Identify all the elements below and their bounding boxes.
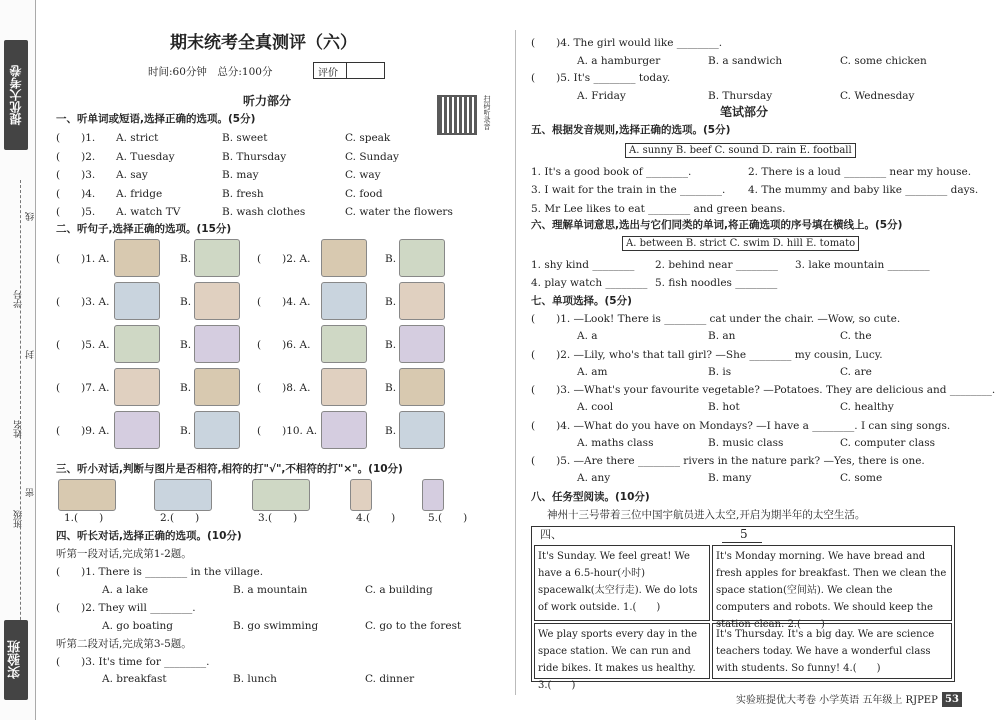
field-name: 姓名: [14, 420, 24, 438]
eval-box: [313, 62, 385, 79]
binding-sidebar: [0, 0, 36, 720]
s4-heading: 四、听长对话,选择正确的选项。(10分): [56, 530, 242, 542]
s3-picture-4: [350, 479, 372, 511]
s7-q2-option-c[interactable]: C. are: [840, 365, 872, 378]
s7-heading: 七、单项选择。(5分): [531, 295, 632, 307]
eval-label: 评价: [318, 68, 338, 79]
brand-logo-bottom: 实验班: [4, 620, 28, 700]
writing-heading: 笔试部分: [720, 105, 769, 119]
s2-q7-number[interactable]: ( )7. A.: [56, 382, 110, 394]
s4-part1: 听第一段对话,完成第1-2题。: [56, 548, 192, 560]
field-student-id: 学号: [14, 290, 24, 308]
s1-q1-option-b[interactable]: B. sweet: [222, 132, 268, 144]
s2-q8-option-b-label[interactable]: B.: [385, 382, 397, 394]
s2-q10-option-b-label[interactable]: B.: [385, 425, 397, 437]
s2-q9-number[interactable]: ( )9. A.: [56, 425, 110, 437]
seal-char-xian: 线: [26, 212, 36, 221]
s4-q3-option-a[interactable]: A. breakfast: [102, 673, 167, 685]
s5-options-box: A. sunny B. beef C. sound D. rain E. football: [625, 143, 856, 158]
s3-answer-2[interactable]: 2.( ): [160, 512, 200, 524]
s1-q5-option-a[interactable]: A. watch TV: [116, 206, 181, 218]
s2-q7-picture-a[interactable]: [114, 368, 160, 406]
s7-q3-option-c[interactable]: C. healthy: [840, 401, 894, 413]
s6-item-1[interactable]: 1. shy kind ________: [531, 259, 635, 271]
s2-q2-option-b-label[interactable]: B.: [385, 253, 397, 265]
table-right-header: 5: [740, 527, 748, 541]
s2-q2-number[interactable]: ( )2. A.: [257, 253, 311, 265]
s2-q3-option-b-label[interactable]: B.: [180, 296, 192, 308]
s3-answer-1[interactable]: 1.( ): [64, 512, 104, 524]
s5-item-2[interactable]: 2. There is a loud ________ near my house.: [748, 166, 972, 178]
listening-heading: 听力部分: [243, 94, 292, 108]
s3-picture-5: [422, 479, 444, 511]
s7-q1-option-b[interactable]: B. an: [708, 330, 736, 342]
s2-heading: 二、听句子,选择正确的选项。(15分): [56, 223, 232, 235]
s4-q5-stem: ( )5. It's ________ today.: [531, 72, 671, 84]
s4-q3-stem: ( )3. It's time for ________.: [56, 656, 210, 668]
s2-q8-number[interactable]: ( )8. A.: [257, 382, 311, 394]
s2-q5-option-b-label[interactable]: B.: [180, 339, 192, 351]
s1-q5-option-c[interactable]: C. water the flowers: [345, 206, 453, 218]
page-number: 53: [942, 692, 962, 707]
s2-q1-number[interactable]: ( )1. A.: [56, 253, 110, 265]
s3-answer-4[interactable]: 4.( ): [356, 512, 396, 524]
s4-q4-option-c[interactable]: C. some chicken: [840, 55, 927, 67]
s3-picture-1: [58, 479, 116, 511]
s4-q1-stem: ( )1. There is ________ in the village.: [56, 566, 264, 578]
s2-q5-number[interactable]: ( )5. A.: [56, 339, 110, 351]
s4-q1-option-b[interactable]: B. a mountain: [233, 584, 308, 596]
s2-q8-picture-b[interactable]: [399, 368, 445, 406]
s1-q3-option-c[interactable]: C. way: [345, 169, 381, 181]
s7-q5-option-c[interactable]: C. some: [840, 472, 883, 484]
s6-item-4[interactable]: 4. play watch ________: [531, 277, 648, 289]
s8-heading: 八、任务型阅读。(10分): [531, 491, 650, 503]
exam-title: 期末统考全真测评（六）: [170, 33, 357, 53]
s2-q3-picture-b[interactable]: [194, 282, 240, 320]
s1-q2-option-a[interactable]: A. Tuesday: [116, 150, 175, 163]
s7-q4-option-a[interactable]: A. maths class: [577, 436, 654, 449]
column-divider: [515, 30, 516, 695]
s7-q2-option-b[interactable]: B. is: [708, 365, 732, 378]
s2-q10-picture-b[interactable]: [399, 411, 445, 449]
s2-q3-picture-a[interactable]: [114, 282, 160, 320]
s7-q2-option-a[interactable]: A. am: [577, 365, 608, 378]
s7-q5-option-a[interactable]: A. any: [577, 472, 611, 484]
s7-q4-option-c[interactable]: C. computer class: [840, 436, 936, 449]
s4-q1-option-a[interactable]: A. a lake: [102, 584, 149, 596]
s1-q5-option-b[interactable]: B. wash clothes: [222, 206, 306, 218]
s6-item-2[interactable]: 2. behind near ________: [655, 259, 778, 271]
s2-q7-picture-b[interactable]: [194, 368, 240, 406]
s1-q4-option-c[interactable]: C. food: [345, 187, 383, 200]
s4-q5-option-c[interactable]: C. Wednesday: [840, 90, 915, 102]
s7-q4-stem: ( )4. —What do you have on Mondays? —I have a ________. I can sing songs.: [531, 419, 951, 432]
s4-q4-stem: ( )4. The girl would like ________.: [531, 37, 723, 49]
s1-q1-option-a[interactable]: A. strict: [116, 132, 159, 144]
s2-q8-picture-a[interactable]: [321, 368, 367, 406]
seal-line: [20, 180, 21, 660]
s3-heading: 三、听小对话,判断与图片是否相符,相符的打"√",不相符的打"×"。(10分): [56, 463, 403, 475]
s5-heading: 五、根据发音规则,选择正确的选项。(5分): [531, 124, 731, 136]
qr-code-icon[interactable]: [437, 95, 477, 135]
brand-logo: 提优大考卷: [4, 40, 28, 150]
s2-q1-option-b-label[interactable]: B.: [180, 253, 192, 265]
seal-char-mi: 密: [26, 488, 36, 497]
reading-cell-4: It's Thursday. It's a big day. We are science teachers today. We have a wonderful class with students. So funny! 4.( ): [712, 623, 952, 679]
s3-answer-5[interactable]: 5.( ): [428, 512, 468, 524]
s2-q7-option-b-label[interactable]: B.: [180, 382, 192, 394]
s2-q1-picture-b[interactable]: [194, 239, 240, 277]
reading-cell-3: We play sports every day in the space station. We can run and ride bikes. It makes us healthy. 3.( ): [534, 623, 710, 679]
s4-q5-option-b[interactable]: B. Thursday: [708, 90, 773, 102]
s1-heading: 一、听单词或短语,选择正确的选项。(5分): [56, 113, 256, 125]
s1-q2-number[interactable]: ( )2.: [56, 150, 96, 163]
s6-item-3[interactable]: 3. lake mountain ________: [795, 259, 930, 271]
s1-q5-number[interactable]: ( )5.: [56, 206, 96, 218]
s1-q3-option-b[interactable]: B. may: [222, 169, 259, 181]
s3-picture-2: [154, 479, 212, 511]
s2-q5-picture-a[interactable]: [114, 325, 160, 363]
s2-q9-option-b-label[interactable]: B.: [180, 425, 192, 437]
s2-q6-number[interactable]: ( )6. A.: [257, 339, 311, 351]
s2-q2-picture-a[interactable]: [321, 239, 367, 277]
s2-q6-option-b-label[interactable]: B.: [385, 339, 397, 351]
s4-part2: 听第二段对话,完成第3-5题。: [56, 638, 192, 650]
s1-q4-option-a[interactable]: A. fridge: [116, 187, 163, 200]
s2-q1-picture-a[interactable]: [114, 239, 160, 277]
s1-q1-number[interactable]: ( )1.: [56, 132, 96, 144]
table-left-header: 四、: [540, 528, 562, 541]
footer-text: 实验班提优大考卷 小学英语 五年级上 RJPEP: [736, 695, 938, 706]
s5-item-3[interactable]: 3. I wait for the train in the ________.: [531, 184, 726, 196]
s7-q1-stem: ( )1. —Look! There is ________ cat under the chair. —Wow, so cute.: [531, 313, 901, 325]
s7-q2-stem: ( )2. —Lily, who's that tall girl? —She ________ my cousin, Lucy.: [531, 348, 883, 361]
s2-q10-number[interactable]: ( )10. A.: [257, 425, 318, 437]
s7-q1-option-c[interactable]: C. the: [840, 330, 872, 342]
s3-picture-3: [252, 479, 310, 511]
s7-q5-stem: ( )5. —Are there ________ rivers in the nature park? —Yes, there is one.: [531, 455, 925, 467]
s5-item-1[interactable]: 1. It's a good book of ________.: [531, 166, 692, 178]
s4-q3-option-c[interactable]: C. dinner: [365, 673, 415, 685]
s2-q9-picture-a[interactable]: [114, 411, 160, 449]
s6-options-box: A. between B. strict C. swim D. hill E. tomato: [622, 236, 859, 251]
s2-q4-picture-b[interactable]: [399, 282, 445, 320]
s1-q3-number[interactable]: ( )3.: [56, 169, 96, 181]
s4-q1-option-c[interactable]: C. a building: [365, 584, 433, 596]
seal-char-feng: 封: [26, 350, 36, 359]
s7-q4-option-b[interactable]: B. music class: [708, 436, 784, 449]
field-class: 班级: [14, 510, 24, 528]
s4-q5-option-a[interactable]: A. Friday: [577, 90, 626, 102]
s2-q6-picture-a[interactable]: [321, 325, 367, 363]
s8-intro: 神州十三号带着三位中国宇航员进入太空,开启为期半年的太空生活。: [547, 509, 866, 521]
s5-item-5[interactable]: 5. Mr Lee likes to eat ________ and green beans.: [531, 203, 786, 215]
s6-heading: 六、理解单词意思,选出与它们同类的单词,将正确选项的序号填在横线上。(5分): [531, 219, 903, 231]
s7-q3-option-b[interactable]: B. hot: [708, 401, 740, 413]
s1-q3-option-a[interactable]: A. say: [116, 169, 148, 181]
s7-q3-option-a[interactable]: A. cool: [577, 401, 614, 413]
s1-q1-option-c[interactable]: C. speak: [345, 132, 391, 144]
qr-caption: 扫码听录音: [483, 95, 491, 130]
reading-cell-2: It's Monday morning. We have bread and fresh apples for breakfast. Then we clean the space station(空间站). We clean the computers and robots. We should keep the station clean. 2.( ): [712, 545, 952, 621]
s8-reading-table: [531, 526, 955, 691]
s3-answer-3[interactable]: 3.( ): [258, 512, 298, 524]
s2-q5-picture-b[interactable]: [194, 325, 240, 363]
s2-q2-picture-b[interactable]: [399, 239, 445, 277]
s1-q2-option-c[interactable]: C. Sunday: [345, 150, 399, 163]
s4-q2-option-c[interactable]: C. go to the forest: [365, 620, 462, 632]
s2-q4-picture-a[interactable]: [321, 282, 367, 320]
s7-q3-stem: ( )3. —What's your favourite vegetable? —Potatoes. They are delicious and ________.: [531, 384, 996, 396]
s7-q5-option-b[interactable]: B. many: [708, 472, 752, 484]
s1-q4-option-b[interactable]: B. fresh: [222, 187, 264, 200]
s4-q3-option-b[interactable]: B. lunch: [233, 673, 277, 685]
s2-q6-picture-b[interactable]: [399, 325, 445, 363]
s1-q2-option-b[interactable]: B. Thursday: [222, 150, 287, 163]
reading-cell-1: It's Sunday. We feel great! We have a 6.5-hour(小时) spacewalk(太空行走). We do lots of work outside. 1.( ): [534, 545, 710, 621]
s4-q2-option-a[interactable]: A. go boating: [102, 620, 174, 632]
s4-q2-option-b[interactable]: B. go swimming: [233, 620, 319, 632]
s2-q10-picture-a[interactable]: [321, 411, 367, 449]
s5-item-4[interactable]: 4. The mummy and baby like ________ days.: [748, 184, 979, 196]
s2-q3-number[interactable]: ( )3. A.: [56, 296, 110, 308]
s2-q9-picture-b[interactable]: [194, 411, 240, 449]
s2-q4-number[interactable]: ( )4. A.: [257, 296, 311, 308]
s4-q2-stem: ( )2. They will ________.: [56, 602, 196, 614]
s1-q4-number[interactable]: ( )4.: [56, 187, 96, 200]
s7-q1-option-a[interactable]: A. a: [577, 330, 598, 342]
s2-q4-option-b-label[interactable]: B.: [385, 296, 397, 308]
s4-q4-option-a[interactable]: A. a hamburger: [577, 55, 661, 67]
s4-q4-option-b[interactable]: B. a sandwich: [708, 55, 783, 67]
exam-time-score: 时间:60分钟 总分:100分: [148, 66, 273, 78]
s6-item-5[interactable]: 5. fish noodles ________: [655, 277, 778, 289]
